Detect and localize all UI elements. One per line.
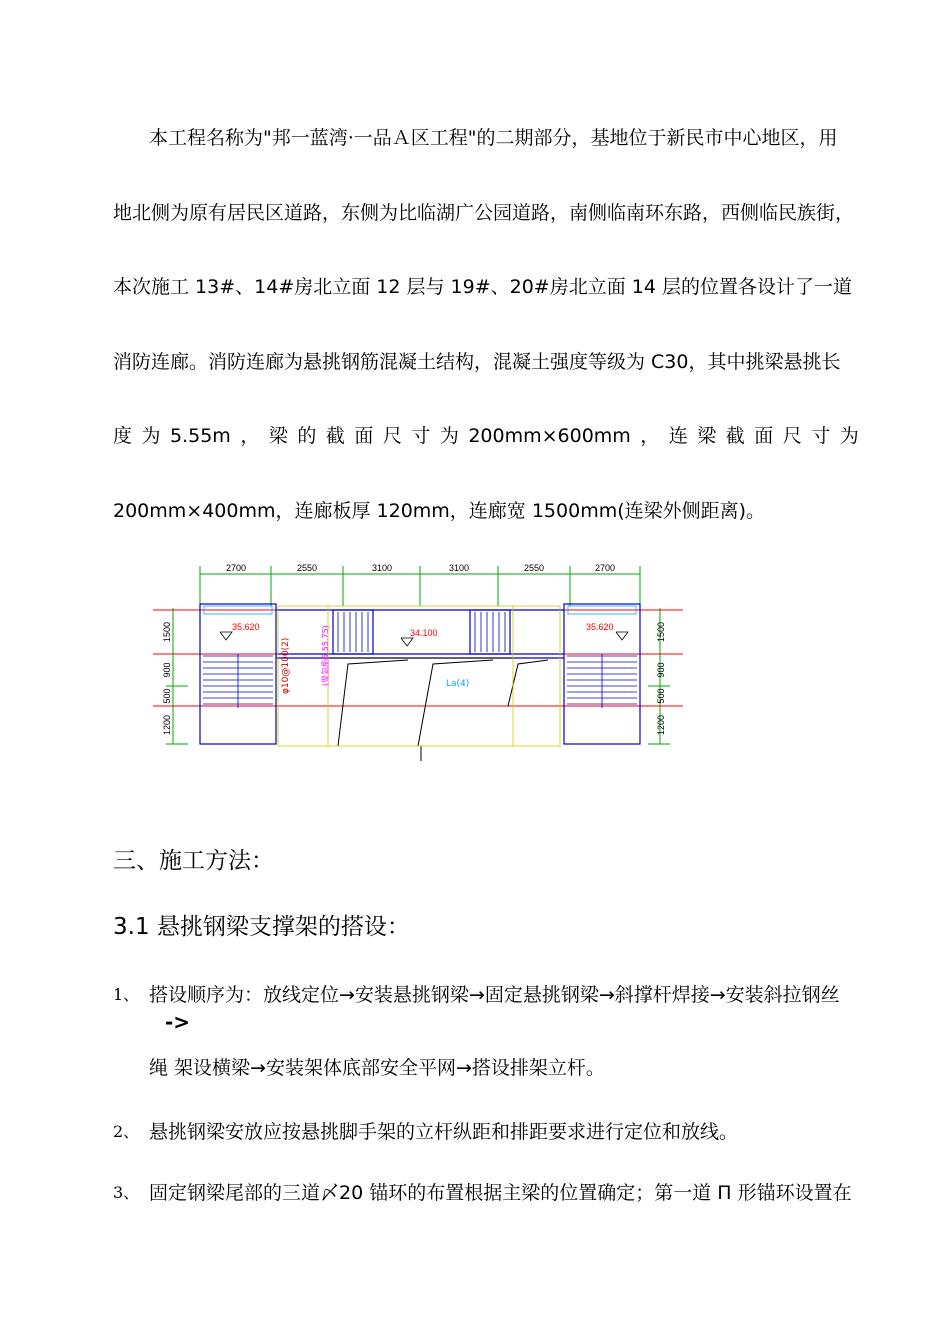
side-dimension-label: 1500 <box>162 621 172 643</box>
paragraph-line-justified <box>113 424 859 448</box>
elevation-label: 34.100 <box>410 628 438 638</box>
item-number: 2、 <box>113 1122 140 1141</box>
paragraph-line: 地北侧为原有居民区道路，东侧为比临湖广公园道路，南侧临南环东路，西侧临民族街， <box>113 202 855 224</box>
justified-word: 为 <box>439 425 459 447</box>
justified-word: 截 <box>725 425 745 447</box>
side-dimension-label: 1500 <box>656 621 666 643</box>
paragraph-line: 200mm×400mm，连廊板厚 120mm，连廊宽 1500mm(连梁外侧距离)。 <box>113 500 766 522</box>
paragraph-line: 本工程名称为"邦一蓝湾·一品Ａ区工程"的二期部分，基地位于新民市中心地区，用 <box>149 127 838 149</box>
left-stair-hatch <box>203 654 273 708</box>
justified-word: 的 <box>297 425 317 447</box>
justified-word: 面 <box>754 425 774 447</box>
subsection-heading: 3.1 悬挑钢梁支撑架的搭设： <box>113 914 410 940</box>
top-dimension-label: 3100 <box>448 563 470 573</box>
side-dimension-label: 1200 <box>162 714 172 736</box>
beam-label: La(4) <box>446 679 470 689</box>
justified-word: 为 <box>839 425 859 447</box>
top-dimension-label: 2550 <box>296 563 318 573</box>
justified-word: 为 <box>141 425 161 447</box>
justified-word: 连 <box>668 425 688 447</box>
justified-word: 梁 <box>268 425 288 447</box>
item-number: 3、 <box>113 1183 140 1202</box>
justified-word: 200mm×600mm <box>468 425 631 447</box>
continuation-arrow: -> <box>165 1010 191 1034</box>
elevation-label: 35.620 <box>586 622 614 632</box>
elevation-label: 35.620 <box>232 622 260 632</box>
justified-word: ， <box>640 425 660 447</box>
justified-word: 5.55m <box>170 425 231 447</box>
cantilever-beams <box>328 658 548 761</box>
paragraph-line: 本次施工 13#、14#房北立面 12 层与 19#、20#房北立面 14 层的位置各设计了一道 <box>113 276 852 298</box>
justified-word: ， <box>240 425 260 447</box>
justified-word: 梁 <box>697 425 717 447</box>
side-dimension-label: 900 <box>162 662 172 678</box>
justified-word: 尺 <box>382 425 402 447</box>
side-dimension-label: 1200 <box>656 714 666 736</box>
top-dimension-label: 2700 <box>594 563 616 573</box>
paragraph-line: 消防连廊。消防连廊为悬挑钢筋混凝土结构，混凝土强度等级为 C30，其中挑梁悬挑长 <box>113 351 841 373</box>
rebar-annotation: φ10@100(2) <box>281 637 291 694</box>
justified-word: 面 <box>354 425 374 447</box>
justified-word: 尺 <box>782 425 802 447</box>
top-dimension-label: 2700 <box>225 563 247 573</box>
justified-word: 寸 <box>811 425 831 447</box>
section-heading: 三、施工方法： <box>113 848 274 874</box>
item-number: 1、 <box>113 985 140 1004</box>
top-dimension-label: 2550 <box>523 563 545 573</box>
side-dimension-label: 500 <box>656 688 666 704</box>
justified-word: 截 <box>325 425 345 447</box>
list-item-continuation: 绳 架设横梁→安装架体底部安全平网→搭设排架立杆。 <box>149 1057 605 1079</box>
corridor-elevation-drawing <box>148 546 688 766</box>
list-item-text: 搭设顺序为：放线定位→安装悬挑钢梁→固定悬挑钢梁→斜撑杆焊接→安装斜拉钢丝 <box>149 984 840 1006</box>
side-dimension-label: 900 <box>656 662 666 678</box>
top-dimension-label: 3100 <box>371 563 393 573</box>
right-stair-hatch <box>567 654 637 708</box>
list-item-text: 悬挑钢梁安放应按悬挑脚手架的立杆纵距和排距要求进行定位和放线。 <box>149 1121 739 1143</box>
justified-word: 寸 <box>411 425 431 447</box>
drawing-svg <box>148 546 688 766</box>
polymer-annotation: (聚氨酯5.55.75) <box>321 625 330 686</box>
justified-word: 度 <box>113 425 133 447</box>
list-item-text: 固定钢梁尾部的三道〆20 锚环的布置根据主梁的位置确定；第一道 Π 形锚环设置在 <box>149 1182 852 1204</box>
side-dimension-label: 500 <box>162 688 172 704</box>
